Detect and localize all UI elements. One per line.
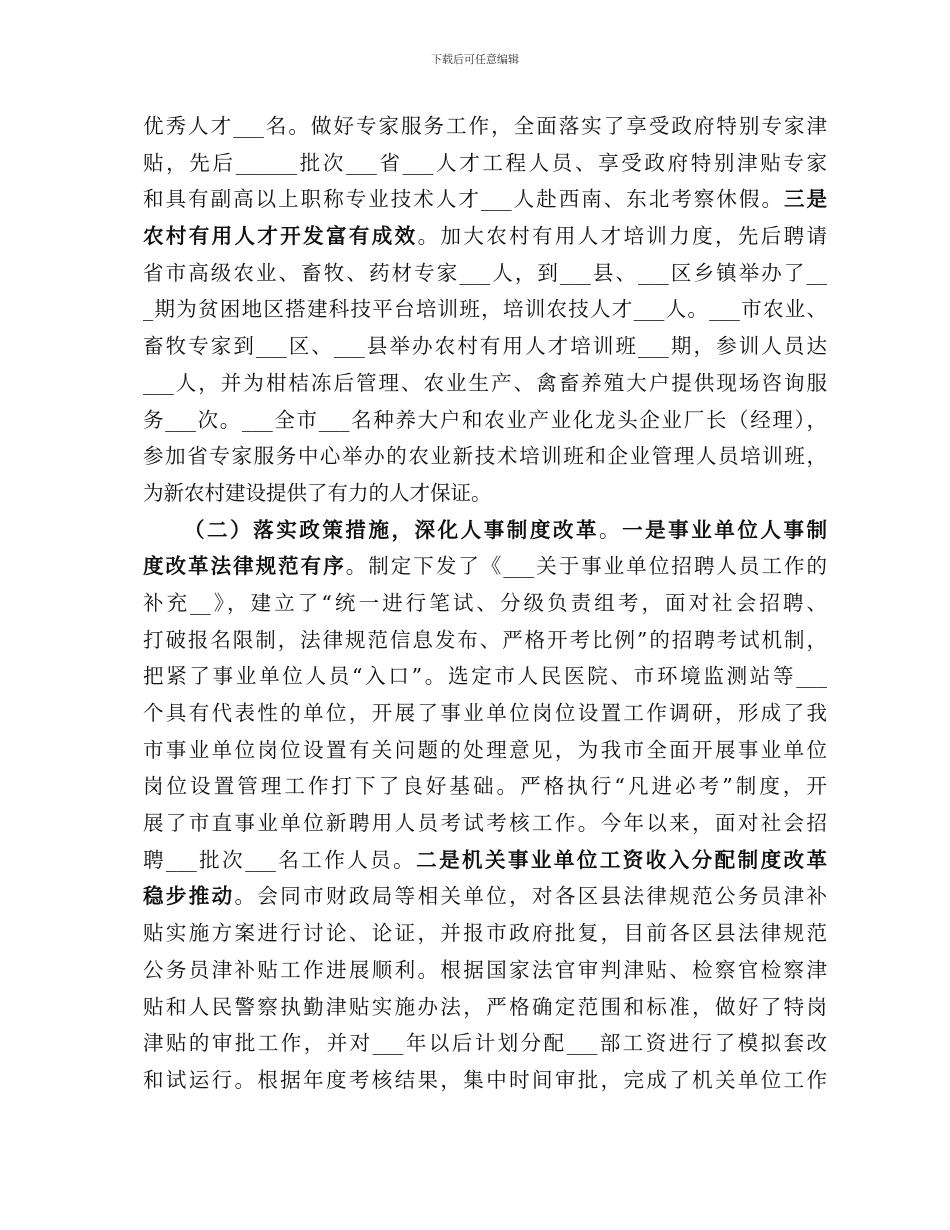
bold-text-segment: 一是事业单位人事制 <box>622 517 828 542</box>
text-segment: ___人，并为柑桔冻后管理、农业生产、禽畜养殖大户提供现场咨询服 <box>143 370 827 395</box>
text-segment: 省市高级农业、畜牧、药材专家___人，到___县、___区乡镇举办了__ <box>143 260 827 285</box>
text-line <box>143 695 827 732</box>
text-line <box>143 548 827 585</box>
text-segment: 岗位设置管理工作打下了良好基础。严格执行“凡进必考”制度，开 <box>143 774 827 799</box>
text-line <box>143 585 827 622</box>
bold-text-segment: 度改革法律规范有序 <box>143 554 346 579</box>
bold-text-segment: 稳步推动 <box>143 884 235 909</box>
bold-text-segment: 农村有用人才开发富有成效 <box>143 224 418 249</box>
text-line <box>143 475 827 512</box>
text-segment: 和试运行。根据年度考核结果，集中时间审批，完成了机关单位工作 <box>143 1067 827 1092</box>
text-line <box>143 915 827 952</box>
text-line <box>143 989 827 1026</box>
text-line <box>143 181 827 218</box>
text-segment: 贴实施方案进行讨论、论证，并报市政府批复，目前各区县法律规范 <box>143 921 827 946</box>
text-line <box>143 291 827 328</box>
document-body <box>143 108 827 1099</box>
text-line <box>143 145 827 182</box>
text-line <box>143 805 827 842</box>
text-segment: 展了市直事业单位新聘用人员考试考核工作。今年以来，面对社会招 <box>143 811 827 836</box>
text-segment: 。 <box>599 517 623 542</box>
text-line <box>143 622 827 659</box>
text-segment: 聘___批次___名工作人员。 <box>143 847 417 872</box>
text-line <box>143 438 827 475</box>
text-segment: 把紧了事业单位人员“入口”。选定市人民医院、市环境监测站等___ <box>143 664 827 689</box>
text-segment: 贴和人民警察执勤津贴实施办法，严格确定范围和标准，做好了特岗 <box>143 994 827 1019</box>
bold-text-segment: 二是机关事业单位工资收入分配制度改革 <box>416 847 828 872</box>
text-line <box>143 1025 827 1062</box>
text-line <box>143 218 827 255</box>
text-segment: 市事业单位岗位设置有关问题的处理意见，为我市全面开展事业单位 <box>143 737 827 762</box>
text-segment: _期为贫困地区搭建科技平台培训班，培训农技人才___人。___市农业、 <box>143 297 827 322</box>
text-segment: 务___次。___全市___名种养大户和农业产业化龙头企业厂长（经理）， <box>143 407 827 432</box>
bold-text-segment: 三是 <box>783 187 828 212</box>
text-segment: 和具有副高以上职称专业技术人才___人赴西南、东北考察休假。 <box>143 187 784 212</box>
page-header: 下载后可任意编辑 <box>431 53 519 66</box>
text-line <box>143 365 827 402</box>
text-line <box>143 732 827 769</box>
text-segment: 参加省专家服务中心举办的农业新技术培训班和企业管理人员培训班， <box>143 444 827 469</box>
text-line <box>143 768 827 805</box>
text-line <box>143 842 827 879</box>
text-line <box>143 512 827 549</box>
text-line <box>143 1062 827 1099</box>
text-segment: 。会同市财政局等相关单位，对各区县法律规范公务员津补 <box>234 884 828 909</box>
bold-text-segment: （二）落实政策措施，深化人事制度改革 <box>184 517 599 542</box>
text-segment: 为新农村建设提供了有力的人才保证。 <box>143 480 492 505</box>
text-segment: 。加大农村有用人才培训力度，先后聘请 <box>417 224 828 249</box>
text-segment: 津贴的审批工作，并对___年以后计划分配___部工资进行了模拟套改 <box>143 1031 827 1056</box>
text-line <box>143 952 827 989</box>
text-line <box>143 878 827 915</box>
text-segment: 优秀人才___名。做好专家服务工作，全面落实了享受政府特别专家津 <box>143 114 827 138</box>
text-line <box>143 658 827 695</box>
text-segment: 打破报名限制，法律规范信息发布、严格开考比例”的招聘考试机制， <box>143 627 827 652</box>
text-line <box>143 328 827 365</box>
text-line <box>143 402 827 439</box>
text-segment: 。制定下发了《___关于事业单位招聘人员工作的 <box>345 554 828 579</box>
text-segment: 公务员津补贴工作进展顺利。根据国家法官审判津贴、检察官检察津 <box>143 957 827 982</box>
text-line <box>143 255 827 292</box>
text-segment: 补充__》，建立了“统一进行笔试、分级负责组考，面对社会招聘、 <box>143 590 827 615</box>
text-segment: 贴，先后______批次___省___人才工程人员、享受政府特别津贴专家 <box>143 150 827 175</box>
text-segment: 个具有代表性的单位，开展了事业单位岗位设置工作调研，形成了我 <box>143 701 827 725</box>
text-segment: 畜牧专家到___区、___县举办农村有用人才培训班___期，参训人员达 <box>143 334 827 359</box>
text-line <box>143 108 827 145</box>
